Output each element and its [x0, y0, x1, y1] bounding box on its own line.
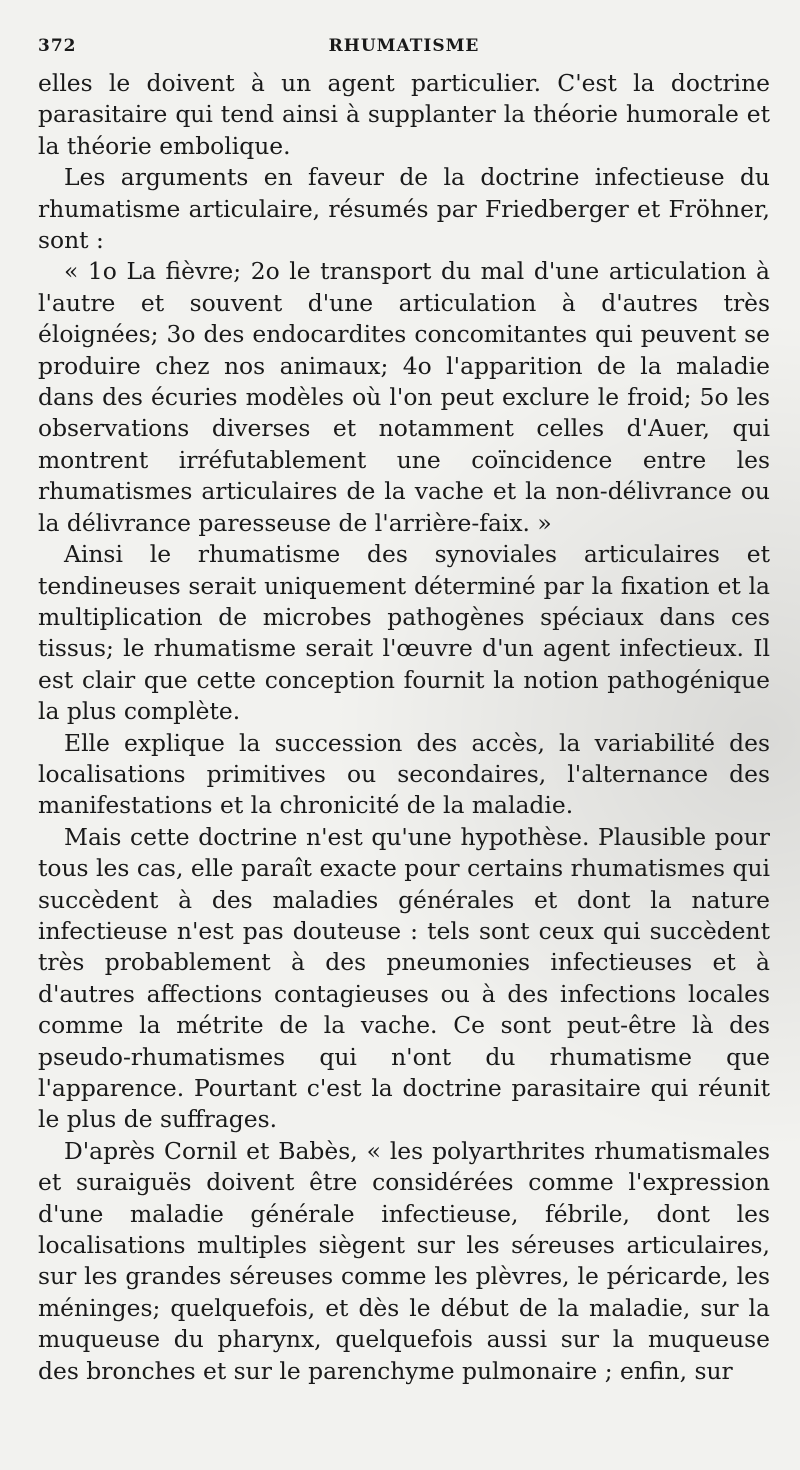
paragraph-quotation: « 1o La fièvre; 2o le transport du mal d'une articulation à l'autre et souvent d'une articulation à d'autres très éloignées; 3o des endocardites concomitantes qui peuvent se produire chez nos animaux; 4o l'apparition de la maladie dans des écuries modèles où l'on peut exclure le froid; 5o les observations diverses et notamment celles d'Auer, qui montrent irréfutablement une coïncidence entre les rhumatismes articulaires de la vache et la non-délivrance ou la délivrance paresseuse de l'arrière-faix. » — [38, 257, 770, 537]
page-header — [38, 36, 770, 68]
paragraph-arguments: Les arguments en faveur de la doctrine infectieuse du rhumatisme articulaire, résumés par Friedberger et Fröhner, sont : — [38, 163, 770, 255]
paragraph-cornil-babes: D'après Cornil et Babès, « les polyarthrites rhumatismales et suraiguës doivent être considérées comme l'expression d'une maladie générale infectieuse, fébrile, dont les localisations multiples siègent sur les séreuses articulaires, sur les grandes séreuses comme les plèvres, le péricarde, les méninges; quelquefois, et dès le début de la maladie, sur la muqueuse du pharynx, quelquefois aussi sur la muqueuse des bronches et sur le parenchyme pulmonaire ; enfin, sur — [38, 1136, 770, 1385]
body-text — [38, 68, 770, 1387]
paragraph-continuation: elles le doivent à un agent particulier. C'est la doctrine parasitaire qui tend ainsi à supplanter la théorie humorale et la théorie embolique. — [38, 69, 770, 160]
paragraph-explique: Elle explique la succession des accès, la variabilité des localisations primitives ou secondaires, l'alternance des manifestations et la chronicité de la maladie. — [38, 728, 770, 820]
running-head: RHUMATISME — [328, 36, 480, 56]
paragraph-synoviales: Ainsi le rhumatisme des synoviales articulaires et tendineuses serait uniquement déterminé par la fixation et la multiplication de microbes pathogènes spéciaux dans ces tissus; le rhumatisme serait l'œuvre d'un agent infectieux. Il est clair que cette conception fournit la notion pathogénique la plus complète. — [38, 540, 770, 726]
page-number: 372 — [38, 36, 77, 56]
paragraph-hypothese: Mais cette doctrine n'est qu'une hypothèse. Plausible pour tous les cas, elle paraît exacte pour certains rhumatismes qui succèdent à des maladies générales et dont la nature infectieuse n'est pas douteuse : tels sont ceux qui succèdent très probablement à des pneumonies infectieuses et à d'autres affections contagieuses ou à des infections locales comme la métrite de la vache. Ce sont peut-être là des pseudo-rhumatismes qui n'ont du rhumatisme que l'apparence. Pourtant c'est la doctrine parasitaire qui réunit le plus de suffrages. — [38, 822, 770, 1134]
